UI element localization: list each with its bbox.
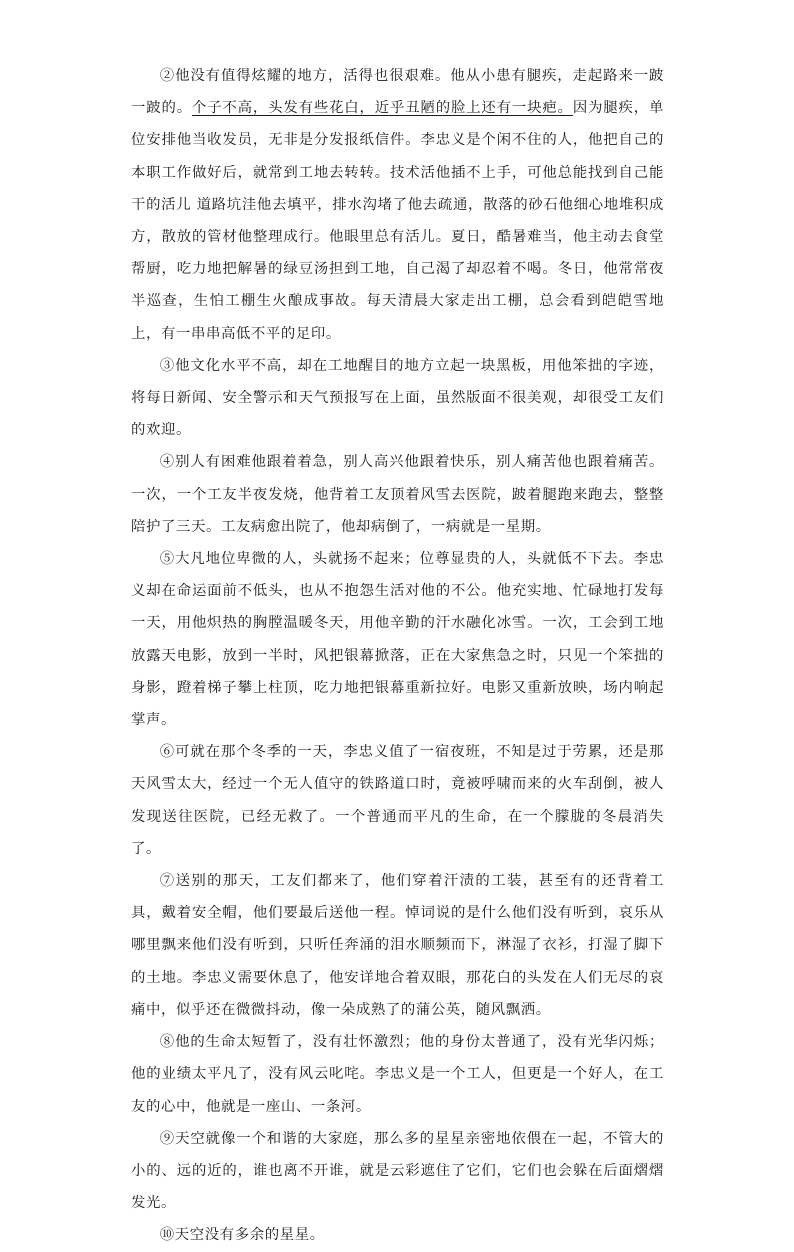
paragraph-8: ⑧他的生命太短暂了，没有壮怀激烈；他的身份太普通了，没有光华闪烁；他的业绩太平凡了，没有风云叱咤。李忠义是一个工人，但更是一个好人，在工友的心中，他就是一座山、一条河。 xyxy=(131,1034,664,1115)
underlined-sentence: 个子不高，头发有些花白，近乎丑陋的脸上还有一块疤。 xyxy=(191,100,573,117)
paragraph-3: ③他文化水平不高，却在工地醒目的地方立起一块黑板，用他笨拙的字迹，将每日新闻、安全警示和天气预报写在上面，虽然版面不很美观，却很受工友们的欢迎。 xyxy=(131,357,664,439)
article-body xyxy=(131,60,664,1252)
paragraph-9: ⑨天空就像一个和谐的大家庭，那么多的星星亲密地依偎在一起，不管大的小的、远的近的，谁也离不开谁，就是云彩遮住了它们，它们也会躲在后面熠熠发光。 xyxy=(131,1130,664,1212)
paragraph-5: ⑤大凡地位卑微的人，头就扬不起来；位尊显贵的人，头就低不下去。李忠义却在命运面前不低头，也从不抱怨生活对他的不公。他充实地、忙碌地打发每一天，用他炽热的胸膛温暖冬天，用他辛勤的汗水融化冰雪。一次，工会到工地放露天电影，放到一半时，风把银幕掀落，正在大家焦急之时，只见一个笨拙的身影，蹬着梯子攀上柱顶，吃力地把银幕重新拉好。电影又重新放映，场内响起掌声。 xyxy=(131,551,664,729)
paragraph-2-rest: 因为腿疾，单位安排他当收发员，无非是分发报纸信件。李忠义是个闲不住的人，他把自己的本职工作做好后，就常到工地去转转。技术活他插不上手，可他总能找到自己能干的活儿 道路坑洼他去填平，排水沟堵了他去疏通，散落的砂石他细心地堆积成方，散放的管材他整理成行。他眼里总有活儿。夏日，酷暑难当，他主动去食堂帮厨，吃力地把解暑的绿豆汤担到工地，自己渴了却忍着不喝。冬日，他常常夜半巡查，生怕工棚生火酿成事故。每天清晨大家走出工棚，总会看到皑皑雪地上，有一串串高低不平的足印。 xyxy=(131,100,664,342)
paragraph-2 xyxy=(131,60,664,350)
paragraph-2-lead: ②他没有值得炫耀的地方，活得也很艰难。他从小患有腿疾，走起路来一跛一跛的。 xyxy=(131,68,664,117)
paragraph-4: ④别人有困难他跟着着急，别人高兴他跟着快乐，别人痛苦他也跟着痛苦。一次，一个工友半夜发烧，他背着工友顶着风雪去医院，跛着腿跑来跑去，整整陪护了三天。工友病愈出院了，他却病倒了，一病就是一星期。 xyxy=(131,454,664,535)
paragraph-7: ⑦送别的那天，工友们都来了，他们穿着汗渍的工装，甚至有的还背着工具，戴着安全帽，他们要最后送他一程。悼词说的是什么他们没有听到，哀乐从哪里飘来他们没有听到，只听任奔涌的泪水顺频而下，淋湿了衣衫，打湿了脚下的土地。李忠义需要休息了，他安详地合着双眼，那花白的头发在人们无尽的哀痛中，似乎还在微微抖动，像一朵成熟了的蒲公英，随风飘洒。 xyxy=(131,873,664,1018)
paragraph-10: ⑩天空没有多余的星星。 xyxy=(159,1227,325,1244)
paragraph-6: ⑥可就在那个冬季的一天，李忠义值了一宿夜班，不知是过于劳累，还是那天风雪太大，经过一个无人值守的铁路道口时，竟被呼啸而来的火车刮倒，被人发现送往医院，已经无救了。一个普通而平凡的生命，在一个朦胧的冬晨消失了。 xyxy=(131,744,664,857)
